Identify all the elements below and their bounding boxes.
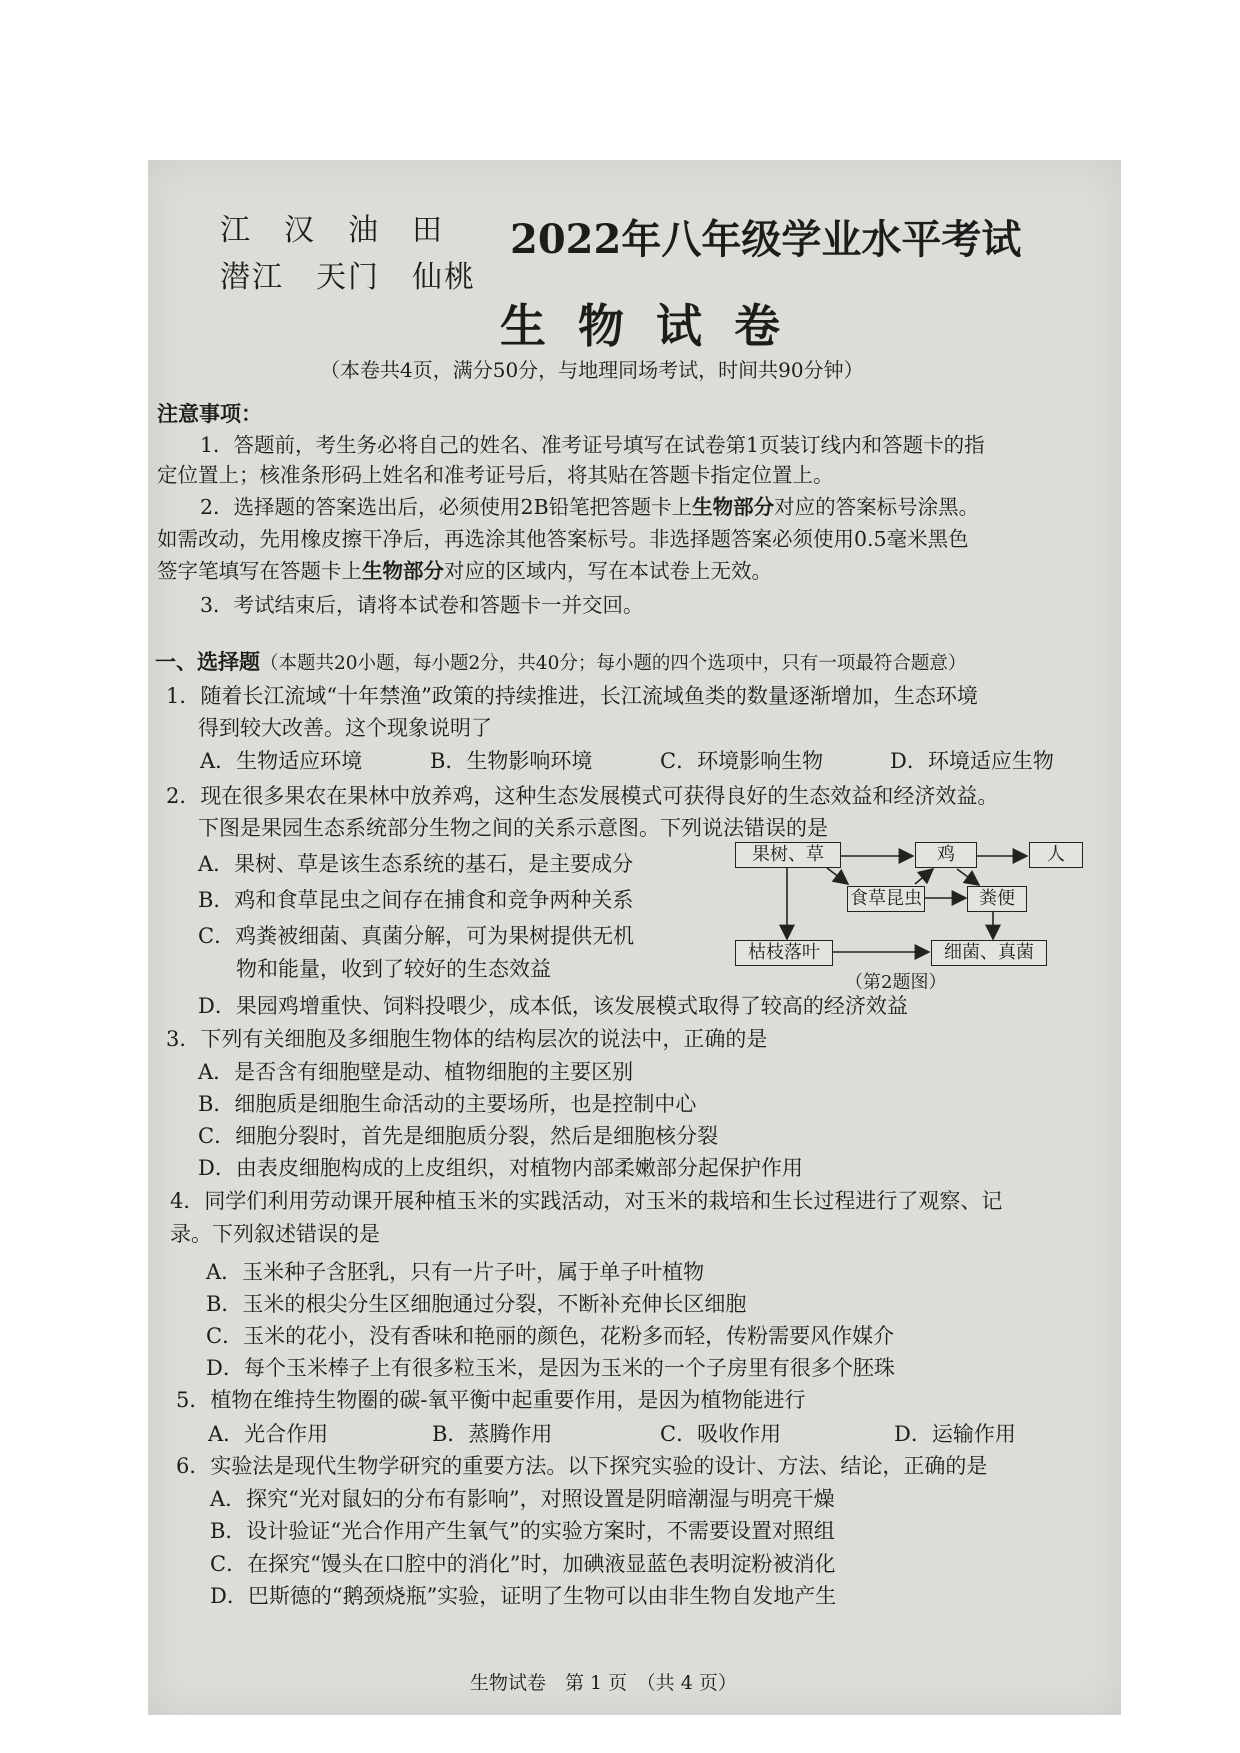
q1-line-2: 得到较大改善。这个现象说明了: [198, 716, 492, 740]
q6-option-d: D．巴斯德的“鹅颈烧瓶”实验，证明了生物可以由非生物自发地产生: [210, 1584, 837, 1608]
q4-line-1: 4．同学们利用劳动课开展种植玉米的实践活动，对玉米的栽培和生长过程进行了观察、记: [170, 1189, 1003, 1213]
q5-stem: 5．植物在维持生物圈的碳-氧平衡中起重要作用，是因为植物能进行: [176, 1388, 806, 1412]
subject-title: 生 物 试 卷: [500, 299, 789, 353]
section1-heading-line: [155, 646, 966, 676]
node-manure: 粪便: [967, 886, 1027, 912]
notice-item-2c-bold: 生物部分: [362, 559, 444, 583]
section1-heading: 一、选择题: [155, 649, 260, 674]
q1-option-a: A．生物适应环境: [200, 749, 363, 773]
q5-option-c: C．吸收作用: [660, 1422, 782, 1446]
q5-option-a: A．光合作用: [208, 1422, 329, 1446]
q5-option-d: D．运输作用: [894, 1422, 1016, 1446]
q6-option-b: B．设计验证“光合作用产生氧气”的实验方案时，不需要设置对照组: [210, 1519, 835, 1543]
notice-item-2c-pre: 签字笔填写在答题卡上: [157, 559, 362, 583]
q2-option-d: D．果园鸡增重快、饲料投喂少，成本低，该发展模式取得了较高的经济效益: [198, 994, 908, 1018]
q3-stem: 3．下列有关细胞及多细胞生物体的结构层次的说法中，正确的是: [166, 1027, 768, 1051]
notice-heading: 注意事项：: [157, 401, 262, 426]
q2-line-2: 下图是果园生态系统部分生物之间的关系示意图。下列说法错误的是: [198, 816, 828, 840]
q3-option-b: B．细胞质是细胞生命活动的主要场所，也是控制中心: [198, 1092, 697, 1116]
q1-line-1: 1．随着长江流域“十年禁渔”政策的持续推进，长江流域鱼类的数量逐渐增加，生态环境: [166, 684, 978, 708]
notice-item-2a-bold: 生物部分: [692, 495, 775, 519]
node-insect: 食草昆虫: [847, 886, 925, 912]
notice-item-2c: [157, 554, 772, 584]
notice-item-2a: [200, 490, 979, 520]
q6-option-c: C．在探究“馒头在口腔中的消化”时，加碘液显蓝色表明淀粉被消化: [210, 1552, 836, 1576]
q3-option-a: A．是否含有细胞壁是动、植物细胞的主要区别: [198, 1060, 634, 1084]
exam-info: （本卷共4页，满分50分，与地理同场考试，时间共90分钟）: [320, 358, 864, 382]
exam-title: 2022年八年级学业水平考试: [510, 216, 1022, 263]
node-human: 人: [1029, 842, 1083, 868]
notice-item-2b: 如需改动，先用橡皮擦干净后，再选涂其他答案标号。非选择题答案必须使用0.5毫米黑色: [157, 527, 969, 551]
q2-option-c-1: C．鸡粪被细菌、真菌分解，可为果树提供无机: [198, 924, 635, 948]
q3-option-d: D．由表皮细胞构成的上皮组织，对植物内部柔嫩部分起保护作用: [198, 1156, 803, 1180]
notice-item-2a-post: 对应的答案标号涂黑。: [774, 495, 980, 519]
q2-option-a: A．果树、草是该生态系统的基石，是主要成分: [198, 852, 634, 876]
q4-option-a: A．玉米种子含胚乳，只有一片子叶，属于单子叶植物: [206, 1260, 705, 1284]
q2-option-c-2: 物和能量，收到了较好的生态效益: [236, 957, 551, 981]
q1-option-c: C．环境影响生物: [660, 749, 824, 773]
node-microbes: 细菌、真菌: [931, 940, 1047, 966]
q3-option-c: C．细胞分裂时，首先是细胞质分裂，然后是细胞核分裂: [198, 1124, 719, 1148]
food-web-diagram: [735, 842, 1085, 992]
q4-option-d: D．每个玉米棒子上有很多粒玉米，是因为玉米的一个子房里有很多个胚珠: [206, 1356, 895, 1380]
notice-item-3: 3．考试结束后，请将本试卷和答题卡一并交回。: [200, 593, 644, 617]
q6-option-a: A．探究“光对鼠妇的分布有影响”，对照设置是阴暗潮湿与明亮干燥: [210, 1487, 835, 1511]
section1-desc: （本题共20小题，每小题2分，共40分；每小题的四个选项中，只有一项最符合题意）: [260, 653, 967, 674]
notice-item-1a: 1．答题前，考生务必将自己的姓名、准考证号填写在试卷第1页装订线内和答题卡的指: [200, 433, 985, 457]
q2-option-b: B．鸡和食草昆虫之间存在捕食和竞争两种关系: [198, 888, 634, 912]
q2-line-1: 2．现在很多果农在果林中放养鸡，这种生态发展模式可获得良好的生态效益和经济效益。: [166, 784, 999, 808]
q1-option-b: B．生物影响环境: [430, 749, 593, 773]
diagram-caption: （第2题图）: [845, 972, 947, 993]
node-chicken: 鸡: [915, 842, 977, 868]
q6-stem: 6．实验法是现代生物学研究的重要方法。以下探究实验的设计、方法、结论，正确的是: [176, 1454, 988, 1478]
node-litter: 枯枝落叶: [735, 940, 833, 966]
q4-line-2: 录。下列叙述错误的是: [170, 1222, 380, 1246]
q1-option-d: D．环境适应生物: [890, 749, 1054, 773]
notice-item-2c-post: 对应的区域内，写在本试卷上无效。: [444, 559, 772, 583]
notice-item-1b: 定位置上；核准条形码上姓名和准考证号后，将其贴在答题卡指定位置上。: [157, 463, 834, 487]
q5-option-b: B．蒸腾作用: [432, 1422, 553, 1446]
q4-option-b: B．玉米的根尖分生区细胞通过分裂，不断补充伸长区细胞: [206, 1292, 747, 1316]
region-line-1: 江 汉 油 田: [220, 213, 444, 248]
q4-option-c: C．玉米的花小，没有香味和艳丽的颜色，花粉多而轻，传粉需要风作媒介: [206, 1324, 895, 1348]
region-line-2: 潜江 天门 仙桃: [220, 260, 476, 295]
notice-item-2a-pre: 2．选择题的答案选出后，必须使用2B铅笔把答题卡上: [200, 495, 693, 519]
node-fruit-grass: 果树、草: [735, 842, 841, 868]
page-footer: 生物试卷 第 1 页 （共 4 页）: [470, 1672, 737, 1694]
